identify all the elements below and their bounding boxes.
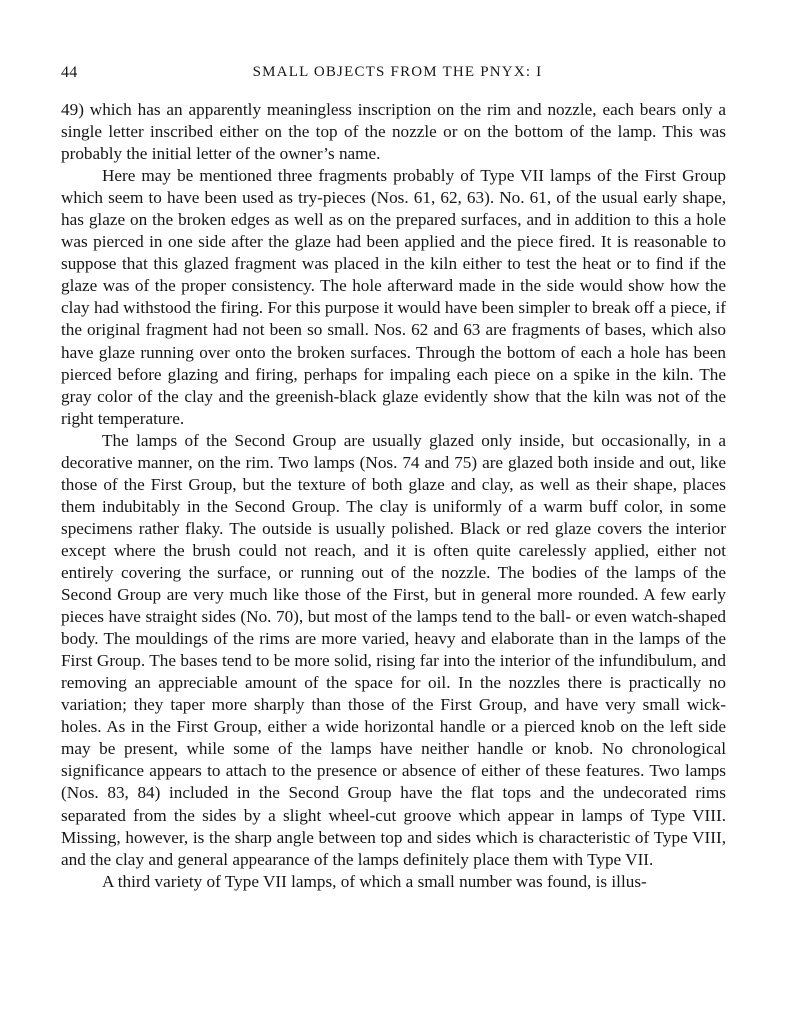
paragraph-continued: 49) which has an apparently meaningless inscription on the rim and nozzle, each bears only a single letter inscribed either on the top of the nozzle or on the bottom of the lamp. This was probably the initial letter of the owner’s name. — [61, 100, 726, 164]
body-text — [61, 99, 726, 893]
paragraph-second-group: The lamps of the Second Group are usually glazed only inside, but occasionally, in a decorative manner, on the rim. Two lamps (Nos. 74 and 75) are glazed both inside and out, like those of the First Group, but the texture of both glaze and clay, as well as their shape, places them indubitably in the Second Group. The clay is uniformly of a warm buff color, in some specimens rather flaky. The outside is usually polished. Black or red glaze covers the interior except where the brush could not reach, and it is often quite carelessly applied, either not entirely covering the surface, or running out of the nozzle. The bodies of the lamps of the Second Group are very much like those of the First, but in general more rounded. A few early pieces have straight sides (No. 70), but most of the lamps tend to the ball- or even watch-shaped body. The mouldings of the rims are more varied, heavy and elaborate than in the lamps of the First Group. The bases tend to be more solid, rising far into the interior of the infundibulum, and removing an appreciable amount of the space for oil. In the nozzles there is practically no variation; they taper more sharply than those of the First Group, and have very small wick-holes. As in the First Group, either a wide horizontal handle or a pierced knob on the left side may be present, while some of the lamps have neither handle or knob. No chronological significance appears to attach to the presence or absence of either of these features. Two lamps (Nos. 83, 84) included in the Second Group have the flat tops and the undecorated rims separated from the sides by a slight wheel-cut groove which appear in lamps of Type VIII. Missing, however, is the sharp angle between top and sides which is characteristic of Type VIII, and the clay and general appearance of the lamps definitely place them with Type VII. — [61, 430, 726, 869]
running-title: SMALL OBJECTS FROM THE PNYX: I — [252, 64, 543, 80]
running-head — [61, 64, 726, 88]
paragraph-third-variety: A third variety of Type VII lamps, of which a small number was found, is illus- — [102, 871, 647, 891]
paragraph-try-pieces: Here may be mentioned three fragments probably of Type VII lamps of the First Group which seem to have been used as try-pieces (Nos. 61, 62, 63). No. 61, of the usual early shape, has glaze on the broken edges as well as on the prepared surfaces, and in addition to this a hole was pierced in one side after the glaze had been applied and the piece fired. It is reasonable to suppose that this glazed fragment was placed in the kiln either to test the heat or to find if the glaze was of the proper consistency. The hole afterward made in the side would show how the clay had withstood the firing. For this purpose it would have been simpler to break off a piece, if the original fragment had not been so small. Nos. 62 and 63 are fragments of bases, which also have glaze running over onto the broken surfaces. Through the bottom of each a hole has been pierced before glazing and firing, perhaps for impaling each piece on a spike in the kiln. The gray color of the clay and the greenish-black glaze evidently show that the kiln was not of the right temperature. — [61, 166, 726, 428]
page-number: 44 — [61, 64, 78, 81]
